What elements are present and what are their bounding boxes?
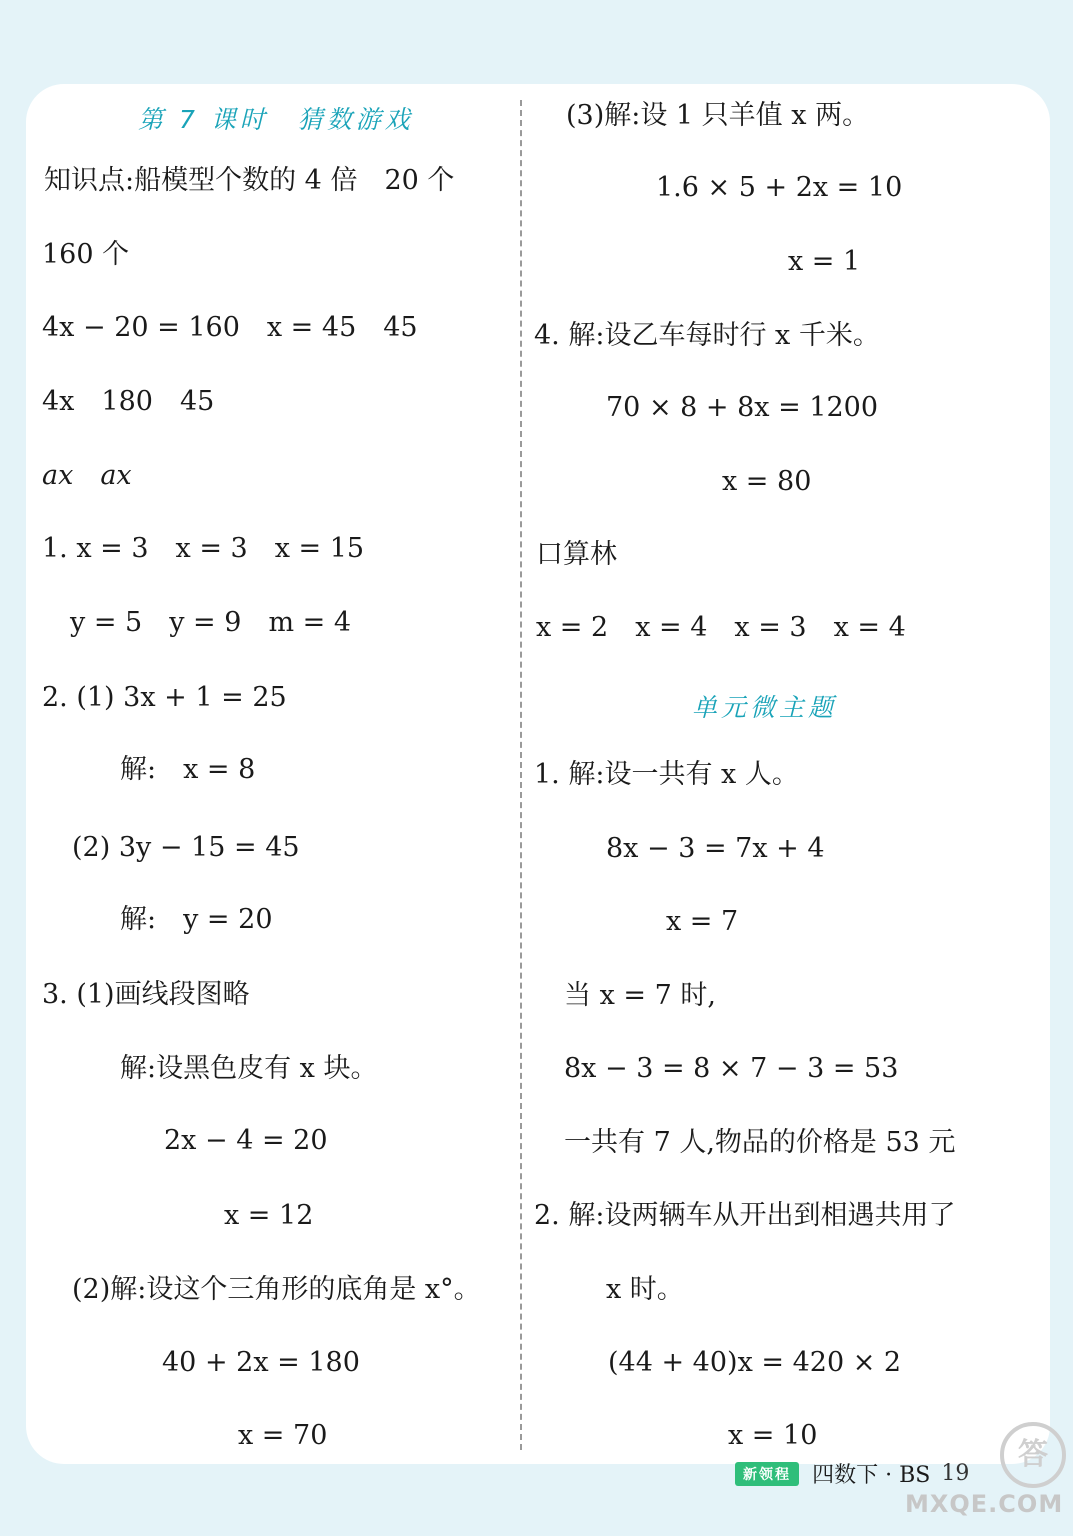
answer-line: 解: y = 20 xyxy=(120,904,273,935)
answer-line: y = 5 y = 9 m = 4 xyxy=(70,607,352,638)
answer-line: 8x − 3 = 8 × 7 − 3 = 53 xyxy=(564,1053,899,1084)
question-3-answer: 3. (1)画线段图略 xyxy=(42,979,250,1010)
answer-line: x = 1 xyxy=(788,246,861,277)
subject-label: 四数下 · BS xyxy=(812,1463,931,1488)
question-2-answer: 2. (1) 3x + 1 = 25 xyxy=(42,682,287,713)
answer-line: 1.6 × 5 + 2x = 10 xyxy=(656,172,903,203)
question-1-answer: 1. x = 3 x = 3 x = 15 xyxy=(42,533,365,564)
answer-line: x 时。 xyxy=(606,1274,684,1305)
answer-line: x = 10 xyxy=(728,1420,818,1451)
page-footer xyxy=(735,1458,969,1488)
answer-line: 40 + 2x = 180 xyxy=(162,1347,360,1378)
answer-line: 解:设黑色皮有 x 块。 xyxy=(120,1053,378,1084)
answer-line: x = 80 xyxy=(722,466,812,497)
answer-line: ax ax xyxy=(42,460,132,491)
question-4-answer: 4. 解:设乙车每时行 x 千米。 xyxy=(534,320,880,351)
knowledge-point: 知识点:船模型个数的 4 倍 20 个 xyxy=(44,165,455,196)
answer-line: 70 × 8 + 8x = 1200 xyxy=(606,392,879,423)
column-divider xyxy=(520,100,522,1450)
answer-line: 4x − 20 = 160 x = 45 45 xyxy=(42,312,418,343)
answer-line: 当 x = 7 时, xyxy=(564,980,716,1011)
section-title-unit-theme: 单元微主题 xyxy=(692,693,838,722)
mental-math-heading: 口算林 xyxy=(536,539,617,570)
answer-line: 4x 180 45 xyxy=(42,386,215,417)
section-title-lesson: 第 7 课时 猜数游戏 xyxy=(138,105,414,134)
watermark-logo-icon: 答 xyxy=(1000,1422,1066,1488)
brand-logo: 新领程 xyxy=(735,1462,799,1486)
theme-question-1-answer: 1. 解:设一共有 x 人。 xyxy=(534,759,799,790)
answer-line: (2)解:设这个三角形的底角是 x°。 xyxy=(72,1274,481,1305)
page-number: 19 xyxy=(941,1461,970,1486)
answer-line: 8x − 3 = 7x + 4 xyxy=(606,833,825,864)
answer-line: (44 + 40)x = 420 × 2 xyxy=(608,1347,902,1378)
answer-line: 2x − 4 = 20 xyxy=(164,1125,328,1156)
answer-line: (3)解:设 1 只羊值 x 两。 xyxy=(566,100,870,131)
theme-question-2-answer: 2. 解:设两辆车从开出到相遇共用了 xyxy=(534,1200,956,1231)
answer-line: x = 2 x = 4 x = 3 x = 4 xyxy=(536,612,906,643)
answer-line: 160 个 xyxy=(42,239,130,270)
answer-line: 解: x = 8 xyxy=(120,754,256,785)
watermark-site: MXQE.COM xyxy=(905,1490,1064,1518)
answer-line: 一共有 7 人,物品的价格是 53 元 xyxy=(564,1127,956,1158)
answer-line: x = 70 xyxy=(238,1420,328,1451)
answer-line: x = 12 xyxy=(224,1200,314,1231)
answer-line: (2) 3y − 15 = 45 xyxy=(72,832,300,863)
answer-line: x = 7 xyxy=(666,906,739,937)
